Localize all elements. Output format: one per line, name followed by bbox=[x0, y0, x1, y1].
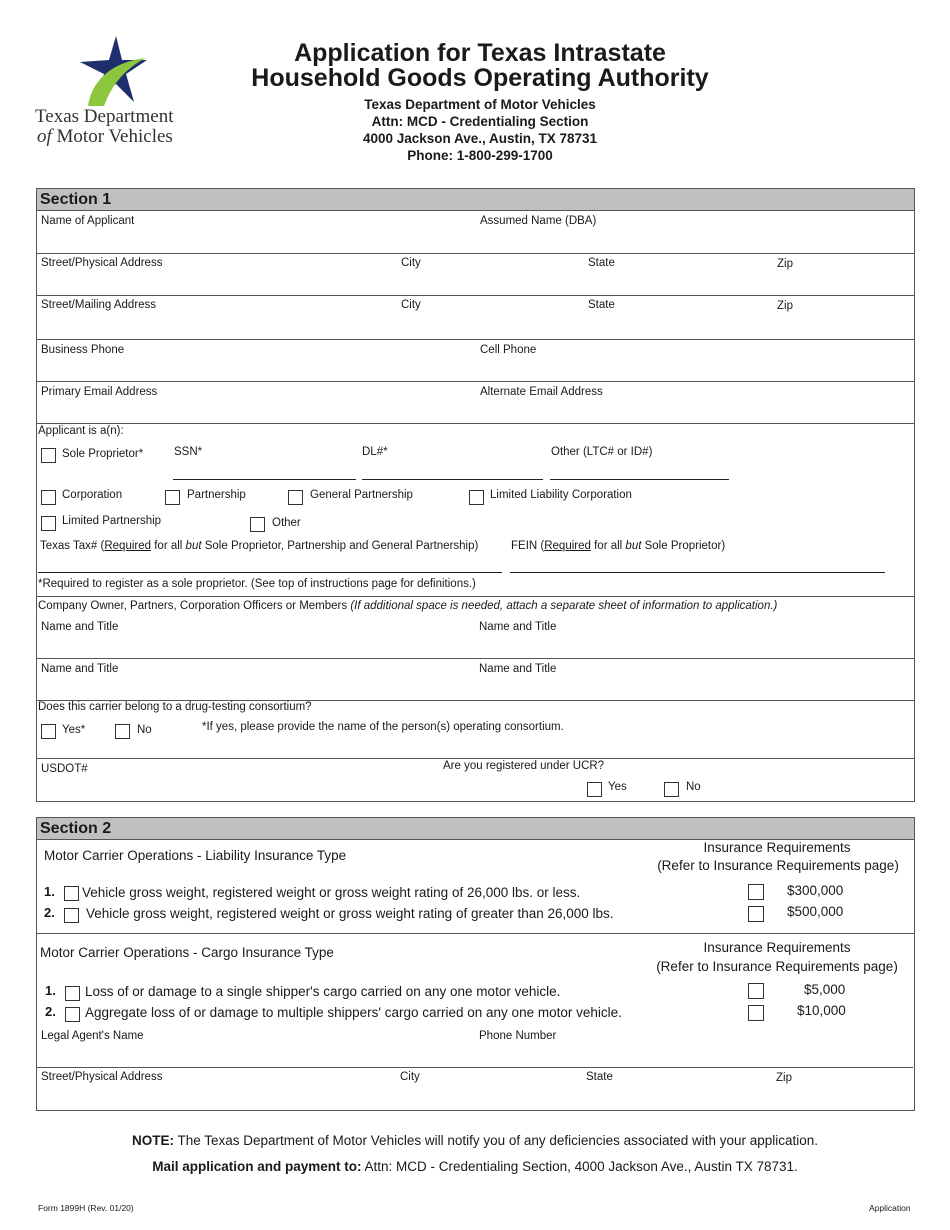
fein-text: Sole Proprietor) bbox=[641, 540, 726, 552]
applicant-is-label: Applicant is a(n): bbox=[38, 425, 124, 437]
note-label: NOTE: bbox=[131, 1133, 174, 1148]
fein-required: Required bbox=[544, 540, 591, 552]
insurance-req-heading: Insurance Requirements bbox=[703, 940, 851, 955]
texas-tax-text: Texas Tax# ( bbox=[40, 540, 105, 552]
section-1-header: Section 1 bbox=[36, 188, 915, 211]
cell-phone-label: Cell Phone bbox=[480, 344, 537, 356]
ucr-question: Are you registered under UCR? bbox=[443, 760, 605, 772]
usdot-label: USDOT# bbox=[41, 763, 88, 775]
partnership-checkbox[interactable] bbox=[165, 490, 180, 505]
drug-yes-checkbox[interactable] bbox=[41, 724, 56, 739]
ssn-label: SSN* bbox=[174, 446, 203, 458]
texas-tax-text: for all bbox=[151, 540, 186, 552]
section-2-header: Section 2 bbox=[36, 817, 915, 840]
mail-label: Mail application and payment to: bbox=[152, 1159, 362, 1174]
divider bbox=[36, 381, 915, 382]
logo-text-line1: Texas Department bbox=[35, 106, 174, 127]
other-ltc-underline[interactable] bbox=[550, 479, 729, 480]
ucr-yes-checkbox[interactable] bbox=[587, 782, 602, 797]
other-type-checkbox[interactable] bbox=[250, 517, 265, 532]
partnership-label: Partnership bbox=[187, 489, 246, 501]
street-mailing-label: Street/Mailing Address bbox=[41, 299, 157, 311]
star-logo-icon bbox=[34, 34, 194, 106]
cargo-type-heading: Motor Carrier Operations - Cargo Insurance Type bbox=[40, 945, 334, 960]
form-title-line1: Application for Texas Intrastate bbox=[294, 39, 666, 67]
liability-1-number: 1. bbox=[44, 884, 55, 899]
name-and-title-label: Name and Title bbox=[41, 621, 119, 633]
amount-500000-label: $500,000 bbox=[787, 904, 844, 919]
divider bbox=[36, 295, 915, 296]
cargo-1-text: Loss of or damage to a single shipper's cargo carried on any one motor vehicle. bbox=[85, 984, 561, 999]
logo-text-line2 bbox=[37, 126, 173, 148]
ucr-no-label: No bbox=[686, 781, 701, 793]
divider bbox=[36, 758, 915, 759]
mail-instructions bbox=[0, 1159, 950, 1174]
liability-1-checkbox[interactable] bbox=[64, 886, 79, 901]
texas-tax-but: but bbox=[185, 540, 202, 552]
amount-300000-label: $300,000 bbox=[787, 883, 844, 898]
section-2-box bbox=[36, 839, 915, 1111]
drug-no-checkbox[interactable] bbox=[115, 724, 130, 739]
section-1-box bbox=[36, 210, 915, 802]
fein-label bbox=[511, 540, 725, 552]
primary-email-label: Primary Email Address bbox=[41, 386, 158, 398]
other-ltc-label: Other (LTC# or ID#) bbox=[551, 446, 653, 458]
insurance-ref-note: (Refer to Insurance Requirements page) bbox=[657, 858, 899, 873]
name-and-title-label: Name and Title bbox=[479, 621, 557, 633]
legal-agent-label: Legal Agent's Name bbox=[41, 1030, 144, 1042]
zip-label: Zip bbox=[777, 258, 793, 270]
general-partnership-label: General Partnership bbox=[310, 489, 413, 501]
form-number: Form 1899H (Rev. 01/20) bbox=[38, 1203, 134, 1213]
agency-name: Texas Department of Motor Vehicles bbox=[364, 97, 596, 112]
agency-attn: Attn: MCD - Credentialing Section bbox=[371, 114, 589, 129]
ucr-no-checkbox[interactable] bbox=[664, 782, 679, 797]
divider bbox=[36, 596, 915, 597]
assumed-name-label: Assumed Name (DBA) bbox=[480, 215, 597, 227]
logo-text-of: of bbox=[37, 126, 52, 147]
name-of-applicant-label: Name of Applicant bbox=[41, 215, 135, 227]
cargo-1-checkbox[interactable] bbox=[65, 986, 80, 1001]
amount-300000-checkbox[interactable] bbox=[748, 884, 764, 900]
divider bbox=[36, 658, 915, 659]
street-physical-label: Street/Physical Address bbox=[41, 1071, 163, 1083]
owners-label bbox=[38, 600, 777, 612]
note-text: The Texas Department of Motor Vehicles will notify you of any deficiencies associated with your application. bbox=[173, 1133, 819, 1148]
zip-label: Zip bbox=[777, 300, 793, 312]
divider bbox=[36, 1067, 913, 1068]
divider bbox=[36, 933, 915, 934]
txdmv-logo bbox=[34, 34, 194, 149]
liability-1-text: Vehicle gross weight, registered weight or gross weight rating of 26,000 lbs. or less. bbox=[82, 885, 581, 900]
ssn-underline[interactable] bbox=[173, 479, 356, 480]
required-note: *Required to register as a sole proprietor. (See top of instructions page for definitions.) bbox=[38, 578, 476, 590]
zip-label: Zip bbox=[776, 1072, 792, 1084]
amount-5000-label: $5,000 bbox=[804, 982, 846, 997]
corporation-checkbox[interactable] bbox=[41, 490, 56, 505]
street-physical-label: Street/Physical Address bbox=[41, 257, 163, 269]
fein-but: but bbox=[625, 540, 642, 552]
agency-address: 4000 Jackson Ave., Austin, TX 78731 bbox=[362, 131, 598, 146]
name-and-title-label: Name and Title bbox=[41, 663, 119, 675]
cargo-2-number: 2. bbox=[45, 1004, 56, 1019]
sole-proprietor-checkbox[interactable] bbox=[41, 448, 56, 463]
insurance-req-heading: Insurance Requirements bbox=[703, 840, 851, 855]
logo-text-rest: Motor Vehicles bbox=[51, 126, 173, 147]
state-label: State bbox=[588, 257, 615, 269]
cargo-2-checkbox[interactable] bbox=[65, 1007, 80, 1022]
dl-underline[interactable] bbox=[362, 479, 543, 480]
texas-tax-text: Sole Proprietor, Partnership and General Partnership) bbox=[201, 540, 479, 552]
drug-testing-question: Does this carrier belong to a drug-testing consortium? bbox=[38, 701, 312, 713]
city-label: City bbox=[400, 1071, 420, 1083]
liability-type-heading: Motor Carrier Operations - Liability Insurance Type bbox=[44, 848, 347, 863]
amount-5000-checkbox[interactable] bbox=[748, 983, 764, 999]
owners-text: Company Owner, Partners, Corporation Officers or Members bbox=[38, 600, 351, 612]
texas-tax-underline[interactable] bbox=[38, 572, 502, 573]
business-phone-label: Business Phone bbox=[41, 344, 125, 356]
fein-text: for all bbox=[590, 540, 626, 552]
insurance-ref-note: (Refer to Insurance Requirements page) bbox=[656, 959, 898, 974]
corporation-label: Corporation bbox=[62, 489, 123, 501]
alternate-email-label: Alternate Email Address bbox=[480, 386, 603, 398]
liability-2-text: Vehicle gross weight, registered weight or gross weight rating of greater than 26,000 lbs. bbox=[86, 906, 614, 921]
name-and-title-label: Name and Title bbox=[479, 663, 557, 675]
amount-500000-checkbox[interactable] bbox=[748, 906, 764, 922]
mail-text: Attn: MCD - Credentialing Section, 4000 Jackson Ave., Austin TX 78731. bbox=[361, 1159, 798, 1174]
amount-10000-label: $10,000 bbox=[797, 1003, 846, 1018]
cargo-2-text: Aggregate loss of or damage to multiple shippers' cargo carried on any one motor vehicle. bbox=[85, 1005, 622, 1020]
ucr-yes-label: Yes bbox=[608, 781, 627, 793]
drug-note: *If yes, please provide the name of the person(s) operating consortium. bbox=[202, 721, 564, 733]
limited-partnership-checkbox[interactable] bbox=[41, 516, 56, 531]
state-label: State bbox=[588, 299, 615, 311]
deficiency-note bbox=[0, 1133, 950, 1148]
sole-proprietor-label: Sole Proprietor* bbox=[62, 448, 144, 460]
liability-2-number: 2. bbox=[44, 905, 55, 920]
city-label: City bbox=[401, 299, 421, 311]
fein-text: FEIN ( bbox=[511, 540, 545, 552]
state-label: State bbox=[586, 1071, 613, 1083]
texas-tax-required: Required bbox=[104, 540, 152, 552]
city-label: City bbox=[401, 257, 421, 269]
divider bbox=[36, 253, 915, 254]
cargo-1-number: 1. bbox=[45, 983, 56, 998]
other-type-label: Other bbox=[272, 517, 301, 529]
phone-number-label: Phone Number bbox=[479, 1030, 557, 1042]
amount-10000-checkbox[interactable] bbox=[748, 1005, 764, 1021]
texas-tax-label bbox=[40, 540, 478, 552]
drug-yes-label: Yes* bbox=[62, 724, 86, 736]
owners-italic-text: (If additional space is needed, attach a separate sheet of information to application.) bbox=[350, 600, 778, 612]
page-label: Application bbox=[869, 1203, 911, 1213]
form-title-line2: Household Goods Operating Authority bbox=[251, 64, 709, 92]
divider bbox=[36, 339, 915, 340]
llc-checkbox[interactable] bbox=[469, 490, 484, 505]
fein-underline[interactable] bbox=[510, 572, 885, 573]
drug-no-label: No bbox=[137, 724, 152, 736]
llc-label: Limited Liability Corporation bbox=[490, 489, 632, 501]
dl-label: DL#* bbox=[362, 446, 388, 458]
liability-2-checkbox[interactable] bbox=[64, 908, 79, 923]
limited-partnership-label: Limited Partnership bbox=[62, 515, 162, 527]
agency-phone: Phone: 1-800-299-1700 bbox=[407, 148, 553, 163]
divider bbox=[36, 423, 915, 424]
general-partnership-checkbox[interactable] bbox=[288, 490, 303, 505]
